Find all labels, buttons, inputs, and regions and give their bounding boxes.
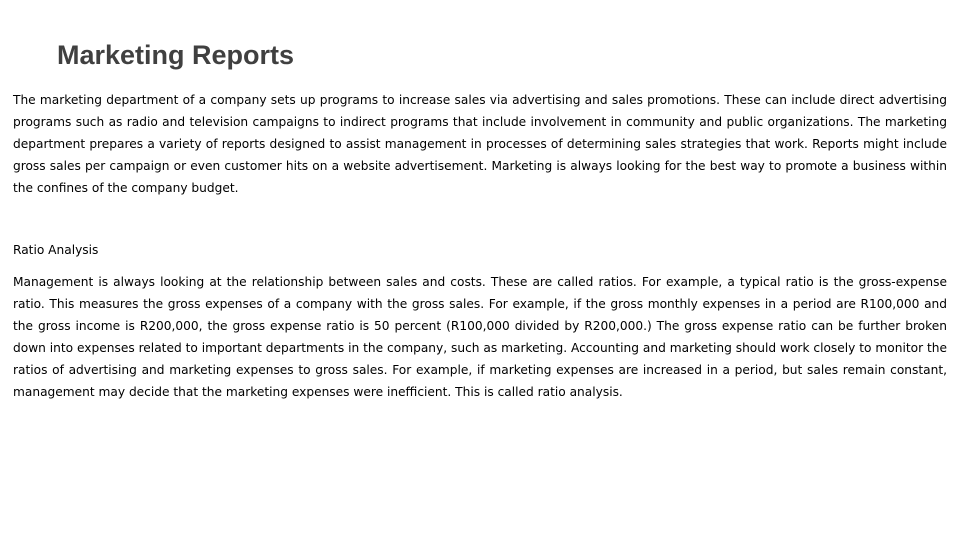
page-title: Marketing Reports <box>57 40 295 70</box>
section-heading: Ratio Analysis <box>13 243 99 257</box>
section-paragraph: Management is always looking at the relationship between sales and costs. These are called ratios. For example, a typical ratio is the gross-expense ratio. This measures the gross expenses of a company with the gross sales. For example, if the gross monthly expenses in a period are R100,000 and the gross income is R200,000, the gross expense ratio is 50 percent (R100,000 divided by R200,000.) The gross expense ratio can be further broken down into expenses related to important departments in the company, such as marketing. Accounting and marketing should work closely to monitor the ratios of advertising and marketing expenses to gross sales. For example, if marketing expenses are increased in a period, but sales remain constant, management may decide that the marketing expenses were inefficient. This is called ratio analysis. <box>13 275 947 399</box>
intro-paragraph: The marketing department of a company sets up programs to increase sales via advertising and sales promotions. These can include direct advertising programs such as radio and television campaigns to indirect programs that include involvement in community and public organizations. The marketing department prepares a variety of reports designed to assist management in processes of determining sales strategies that work. Reports might include gross sales per campaign or even customer hits on a website advertisement. Marketing is always looking for the best way to promote a business within the confines of the company budget. <box>13 93 947 195</box>
